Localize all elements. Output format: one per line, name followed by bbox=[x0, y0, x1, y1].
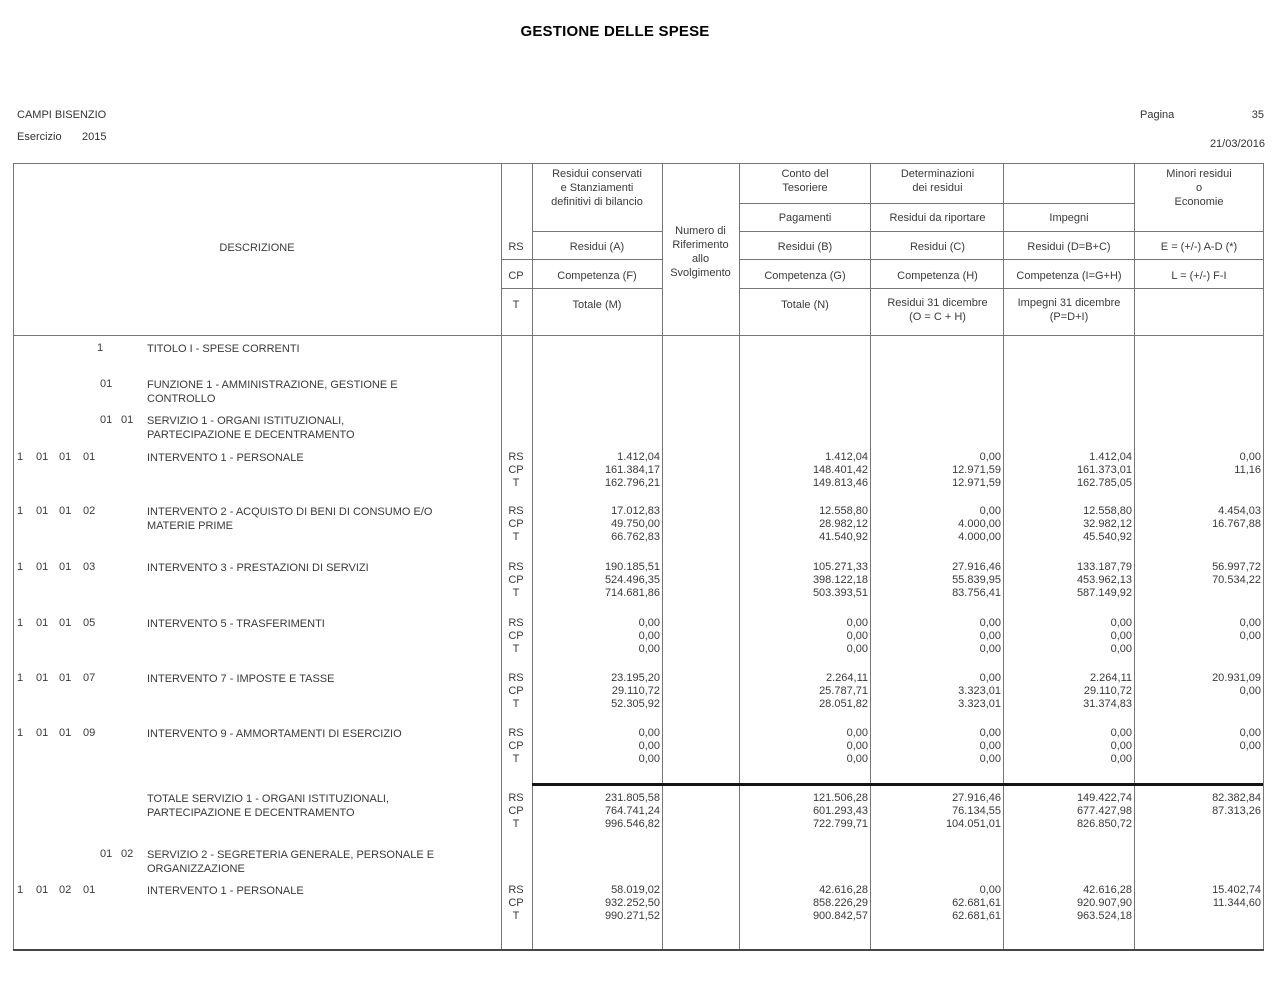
amount-value: 104.051,01 bbox=[945, 818, 1001, 830]
amount-value: 0,00 bbox=[979, 505, 1001, 517]
amount-column-b bbox=[742, 727, 868, 766]
amount-value: 32.982,12 bbox=[1083, 518, 1132, 530]
row-code: 1 bbox=[17, 672, 24, 684]
grid-horizontal-line bbox=[501, 259, 662, 260]
amount-value: 0,00 bbox=[979, 643, 1001, 655]
row-code: 01 bbox=[100, 378, 113, 390]
amount-value: 17.012,83 bbox=[611, 505, 660, 517]
row-code: 1 bbox=[17, 884, 24, 896]
amount-value: 0,00 bbox=[1110, 753, 1132, 765]
amount-value: 190.185,51 bbox=[604, 561, 660, 573]
amount-value: 12.558,80 bbox=[819, 505, 868, 517]
amount-column-e bbox=[1137, 727, 1261, 753]
amount-value: 149.422,74 bbox=[1076, 792, 1132, 804]
grid-horizontal-line bbox=[532, 231, 662, 232]
rs-cp-t-labels bbox=[501, 561, 531, 600]
amount-column-e bbox=[1137, 884, 1261, 910]
column-header-totale-n: Totale (N) bbox=[781, 299, 829, 311]
row-code: 1 bbox=[97, 342, 104, 354]
row-code: 07 bbox=[83, 672, 96, 684]
rs-cp-t-label: RS bbox=[508, 884, 524, 896]
amount-value: 4.000,00 bbox=[958, 531, 1001, 543]
amount-value: 83.756,41 bbox=[952, 587, 1001, 599]
amount-value: 42.616,28 bbox=[819, 884, 868, 896]
row-code: 01 bbox=[100, 848, 113, 860]
rs-cp-t-label: CP bbox=[508, 464, 524, 476]
amount-value: 162.796,21 bbox=[604, 477, 660, 489]
row-code: 01 bbox=[36, 617, 49, 629]
amount-value: 0,00 bbox=[979, 617, 1001, 629]
amount-column-a bbox=[534, 505, 660, 544]
amount-column-c bbox=[874, 792, 1001, 831]
amount-value: 0,00 bbox=[846, 617, 868, 629]
amount-value: 0,00 bbox=[638, 740, 660, 752]
amount-value: 524.496,35 bbox=[604, 574, 660, 586]
amount-column-c bbox=[874, 561, 1001, 600]
column-header-formula-l: L = (+/-) F-I bbox=[1171, 270, 1227, 282]
column-header-residui-a: Residui (A) bbox=[569, 241, 625, 253]
rs-cp-t-label: T bbox=[512, 910, 520, 922]
row-description: INTERVENTO 1 - PERSONALE bbox=[147, 452, 304, 464]
amount-value: 231.805,58 bbox=[604, 792, 660, 804]
amount-value: 25.787,71 bbox=[819, 685, 868, 697]
amount-column-b bbox=[742, 672, 868, 711]
grid-vertical-line bbox=[739, 163, 740, 950]
rs-cp-t-labels bbox=[501, 505, 531, 544]
amount-column-d bbox=[1006, 617, 1132, 656]
column-header-impegni: Impegni bbox=[1049, 212, 1089, 224]
row-description: INTERVENTO 7 - IMPOSTE E TASSE bbox=[147, 673, 335, 685]
esercizio-label: Esercizio bbox=[17, 131, 62, 143]
grid-vertical-line bbox=[662, 163, 663, 950]
amount-value: 0,00 bbox=[638, 617, 660, 629]
amount-value: 587.149,92 bbox=[1076, 587, 1132, 599]
amount-value: 0,00 bbox=[1110, 740, 1132, 752]
amount-column-a bbox=[534, 727, 660, 766]
row-description: INTERVENTO 9 - AMMORTAMENTI DI ESERCIZIO bbox=[147, 728, 402, 740]
amount-value: 27.916,46 bbox=[952, 792, 1001, 804]
grid-vertical-line bbox=[13, 163, 14, 950]
column-header-formula-e: E = (+/-) A-D (*) bbox=[1160, 241, 1238, 253]
grid-vertical-line bbox=[870, 163, 871, 950]
column-header-residui-da-riportare: Residui da riportare bbox=[889, 212, 986, 224]
column-group-determinazioni-residui: Determinazioni dei residui bbox=[900, 168, 975, 194]
amount-column-a bbox=[534, 561, 660, 600]
esercizio-value: 2015 bbox=[82, 131, 107, 143]
amount-column-c bbox=[874, 884, 1001, 923]
amount-value: 0,00 bbox=[979, 884, 1001, 896]
amount-column-b bbox=[742, 505, 868, 544]
column-header-impegni-31-dicembre: Impegni 31 dicembre (P=D+I) bbox=[1017, 297, 1121, 323]
amount-value: 4.454,03 bbox=[1218, 505, 1261, 517]
amount-column-d bbox=[1006, 672, 1132, 711]
amount-value: 70.534,22 bbox=[1212, 574, 1261, 586]
amount-value: 12.971,59 bbox=[952, 477, 1001, 489]
amount-value: 0,00 bbox=[979, 672, 1001, 684]
rs-cp-t-labels bbox=[501, 792, 531, 831]
amount-value: 503.393,51 bbox=[812, 587, 868, 599]
amount-column-a bbox=[534, 884, 660, 923]
amount-column-e bbox=[1137, 451, 1261, 477]
row-code: 01 bbox=[100, 414, 113, 426]
amount-value: 28.051,82 bbox=[819, 698, 868, 710]
rs-cp-t-label: CP bbox=[508, 518, 524, 530]
column-group-residui-conservati: Residui conservati e Stanziamenti definitivi di bilancio bbox=[551, 168, 643, 208]
row-code: 1 bbox=[17, 617, 24, 629]
amount-value: 148.401,42 bbox=[812, 464, 868, 476]
row-code: 1 bbox=[17, 451, 24, 463]
amount-value: 41.540,92 bbox=[819, 531, 868, 543]
rs-cp-t-label: CP bbox=[508, 805, 524, 817]
row-description: PARTECIPAZIONE E DECENTRAMENTO bbox=[147, 429, 355, 441]
row-description: SERVIZIO 1 - ORGANI ISTITUZIONALI, bbox=[147, 415, 345, 427]
amount-value: 56.997,72 bbox=[1212, 561, 1261, 573]
row-code: 01 bbox=[59, 727, 72, 739]
amount-value: 62.681,61 bbox=[952, 910, 1001, 922]
row-description: FUNZIONE 1 - AMMINISTRAZIONE, GESTIONE E bbox=[147, 379, 398, 391]
row-description: INTERVENTO 3 - PRESTAZIONI DI SERVIZI bbox=[147, 562, 369, 574]
row-code: 1 bbox=[17, 561, 24, 573]
column-header-residui-c: Residui (C) bbox=[909, 241, 965, 253]
pagina-value: 35 bbox=[1251, 109, 1264, 121]
amount-value: 27.916,46 bbox=[952, 561, 1001, 573]
amount-column-c bbox=[874, 505, 1001, 544]
amount-column-e bbox=[1137, 672, 1261, 698]
amount-value: 58.019,02 bbox=[611, 884, 660, 896]
amount-value: 601.293,43 bbox=[812, 805, 868, 817]
amount-value: 11.344,60 bbox=[1212, 897, 1261, 909]
rs-cp-t-label: CP bbox=[508, 685, 524, 697]
grid-vertical-line bbox=[1134, 163, 1135, 950]
column-header-numero-riferimento: Numero di Riferimento allo Svolgimento bbox=[670, 225, 731, 279]
row-description: INTERVENTO 5 - TRASFERIMENTI bbox=[147, 618, 325, 630]
amount-value: 0,00 bbox=[979, 630, 1001, 642]
row-code: 01 bbox=[36, 727, 49, 739]
amount-value: 0,00 bbox=[979, 451, 1001, 463]
column-group-conto-del-tesoriere: Conto del Tesoriere bbox=[781, 168, 829, 194]
rs-cp-t-label: T bbox=[512, 643, 520, 655]
amount-value: 1.412,04 bbox=[617, 451, 660, 463]
rs-cp-t-label: RS bbox=[508, 672, 524, 684]
amount-value: 0,00 bbox=[979, 727, 1001, 739]
rs-cp-t-labels bbox=[501, 672, 531, 711]
amount-value: 31.374,83 bbox=[1083, 698, 1132, 710]
amount-column-b bbox=[742, 561, 868, 600]
amount-column-d bbox=[1006, 505, 1132, 544]
row-description: TITOLO I - SPESE CORRENTI bbox=[147, 343, 300, 355]
amount-value: 20.931,09 bbox=[1212, 672, 1261, 684]
rs-cp-t-label: CP bbox=[508, 897, 524, 909]
column-header-residui-31-dicembre: Residui 31 dicembre (O = C + H) bbox=[887, 297, 988, 323]
row-code: 05 bbox=[83, 617, 96, 629]
amount-column-e bbox=[1137, 561, 1261, 587]
row-code: 01 bbox=[36, 451, 49, 463]
amount-column-a bbox=[534, 792, 660, 831]
rs-cp-t-labels bbox=[501, 617, 531, 656]
amount-column-d bbox=[1006, 561, 1132, 600]
row-code: 03 bbox=[83, 561, 96, 573]
amount-value: 16.767,88 bbox=[1212, 518, 1261, 530]
grid-horizontal-line bbox=[739, 288, 1263, 289]
amount-value: 55.839,95 bbox=[952, 574, 1001, 586]
amount-column-a bbox=[534, 672, 660, 711]
amount-value: 932.252,50 bbox=[604, 897, 660, 909]
amount-value: 0,00 bbox=[1110, 643, 1132, 655]
row-description: CONTROLLO bbox=[147, 393, 216, 405]
amount-value: 62.681,61 bbox=[952, 897, 1001, 909]
amount-value: 15.402,74 bbox=[1212, 884, 1261, 896]
row-code: 02 bbox=[83, 505, 96, 517]
amount-value: 29.110,72 bbox=[611, 685, 660, 697]
amount-value: 28.982,12 bbox=[819, 518, 868, 530]
amount-value: 0,00 bbox=[1110, 727, 1132, 739]
rs-cp-t-label: T bbox=[512, 753, 520, 765]
row-code: 1 bbox=[17, 727, 24, 739]
column-header-residui-b: Residui (B) bbox=[777, 241, 833, 253]
totals-rule bbox=[532, 783, 1263, 786]
amount-value: 453.962,13 bbox=[1076, 574, 1132, 586]
amount-value: 677.427,98 bbox=[1076, 805, 1132, 817]
amount-value: 105.271,33 bbox=[812, 561, 868, 573]
amount-value: 0,00 bbox=[1239, 617, 1261, 629]
amount-value: 1.412,04 bbox=[1089, 451, 1132, 463]
row-code: 01 bbox=[83, 451, 96, 463]
amount-column-b bbox=[742, 617, 868, 656]
rs-cp-t-label: CP bbox=[508, 630, 524, 642]
amount-value: 0,00 bbox=[1239, 727, 1261, 739]
row-code: 01 bbox=[36, 672, 49, 684]
column-header-pagamenti: Pagamenti bbox=[778, 212, 832, 224]
rs-cp-t-label: RS bbox=[508, 617, 524, 629]
amount-value: 0,00 bbox=[979, 753, 1001, 765]
amount-column-d bbox=[1006, 884, 1132, 923]
amount-value: 722.799,71 bbox=[812, 818, 868, 830]
amount-column-c bbox=[874, 617, 1001, 656]
rs-cp-t-label: T bbox=[512, 477, 520, 489]
amount-value: 52.305,92 bbox=[611, 698, 660, 710]
row-code: 01 bbox=[59, 505, 72, 517]
row-description: TOTALE SERVIZIO 1 - ORGANI ISTITUZIONALI, bbox=[147, 793, 390, 805]
amount-value: 0,00 bbox=[1239, 451, 1261, 463]
grid-horizontal-line bbox=[501, 288, 662, 289]
row-description: SERVIZIO 2 - SEGRETERIA GENERALE, PERSONALE E bbox=[147, 849, 435, 861]
amount-value: 398.122,18 bbox=[812, 574, 868, 586]
rs-cp-t-label: RS bbox=[508, 561, 524, 573]
amount-value: 42.616,28 bbox=[1083, 884, 1132, 896]
amount-value: 161.373,01 bbox=[1076, 464, 1132, 476]
amount-value: 1.412,04 bbox=[825, 451, 868, 463]
column-header-totale-m: Totale (M) bbox=[572, 299, 622, 311]
column-header-residui-d: Residui (D=B+C) bbox=[1027, 241, 1111, 253]
amount-value: 0,00 bbox=[846, 727, 868, 739]
amount-value: 3.323,01 bbox=[958, 698, 1001, 710]
column-group-minori-residui: Minori residui o Economie bbox=[1166, 168, 1232, 208]
row-code: 1 bbox=[17, 505, 24, 517]
amount-value: 161.384,17 bbox=[604, 464, 660, 476]
grid-vertical-line bbox=[1003, 163, 1004, 950]
amount-column-e bbox=[1137, 617, 1261, 643]
rs-cp-t-labels bbox=[501, 884, 531, 923]
pagina-label: Pagina bbox=[1140, 109, 1175, 121]
amount-value: 0,00 bbox=[846, 643, 868, 655]
amount-value: 23.195,20 bbox=[611, 672, 660, 684]
page-title: GESTIONE DELLE SPESE bbox=[520, 23, 710, 40]
rs-cp-t-label: T bbox=[512, 531, 520, 543]
column-header-cp: CP bbox=[508, 270, 524, 282]
amount-value: 963.524,18 bbox=[1076, 910, 1132, 922]
row-code: 01 bbox=[59, 672, 72, 684]
amount-value: 900.842,57 bbox=[812, 910, 868, 922]
amount-value: 0,00 bbox=[1110, 617, 1132, 629]
amount-column-e bbox=[1137, 792, 1261, 818]
amount-value: 990.271,52 bbox=[604, 910, 660, 922]
row-description: INTERVENTO 2 - ACQUISTO DI BENI DI CONSUMO E/O bbox=[147, 506, 433, 518]
column-header-descrizione: DESCRIZIONE bbox=[219, 242, 295, 254]
rs-cp-t-label: RS bbox=[508, 505, 524, 517]
column-header-rs: RS bbox=[508, 241, 524, 253]
amount-value: 0,00 bbox=[1239, 685, 1261, 697]
amount-column-b bbox=[742, 451, 868, 490]
amount-value: 4.000,00 bbox=[958, 518, 1001, 530]
amount-value: 0,00 bbox=[638, 727, 660, 739]
rs-cp-t-label: RS bbox=[508, 727, 524, 739]
amount-value: 82.382,84 bbox=[1212, 792, 1261, 804]
row-code: 02 bbox=[59, 884, 72, 896]
amount-value: 66.762,83 bbox=[611, 531, 660, 543]
amount-value: 0,00 bbox=[1239, 630, 1261, 642]
rs-cp-t-label: CP bbox=[508, 574, 524, 586]
amount-column-d bbox=[1006, 727, 1132, 766]
row-description: INTERVENTO 1 - PERSONALE bbox=[147, 885, 304, 897]
entity-name: CAMPI BISENZIO bbox=[17, 109, 107, 121]
grid-horizontal-line bbox=[13, 335, 1264, 336]
amount-value: 45.540,92 bbox=[1083, 531, 1132, 543]
row-code: 01 bbox=[59, 617, 72, 629]
rs-cp-t-label: T bbox=[512, 698, 520, 710]
rs-cp-t-label: CP bbox=[508, 740, 524, 752]
amount-column-e bbox=[1137, 505, 1261, 531]
amount-value: 12.971,59 bbox=[952, 464, 1001, 476]
grid-horizontal-line bbox=[739, 231, 1263, 232]
amount-column-d bbox=[1006, 792, 1132, 831]
amount-column-c bbox=[874, 727, 1001, 766]
row-description: PARTECIPAZIONE E DECENTRAMENTO bbox=[147, 807, 355, 819]
grid-horizontal-line bbox=[739, 259, 1263, 260]
amount-value: 162.785,05 bbox=[1076, 477, 1132, 489]
column-header-competenza-g: Competenza (G) bbox=[764, 270, 846, 282]
amount-value: 0,00 bbox=[846, 740, 868, 752]
amount-value: 11,16 bbox=[1234, 464, 1261, 476]
amount-column-b bbox=[742, 792, 868, 831]
amount-value: 2.264,11 bbox=[825, 672, 868, 684]
amount-value: 0,00 bbox=[846, 630, 868, 642]
amount-value: 996.546,82 bbox=[604, 818, 660, 830]
column-header-t: T bbox=[512, 299, 520, 311]
rs-cp-t-labels bbox=[501, 727, 531, 766]
amount-value: 121.506,28 bbox=[812, 792, 868, 804]
amount-column-a bbox=[534, 617, 660, 656]
row-code: 01 bbox=[36, 884, 49, 896]
amount-value: 0,00 bbox=[638, 753, 660, 765]
grid-vertical-line bbox=[1263, 163, 1264, 950]
amount-value: 29.110,72 bbox=[1083, 685, 1132, 697]
amount-value: 0,00 bbox=[638, 643, 660, 655]
print-date: 21/03/2016 bbox=[1209, 138, 1265, 150]
amount-value: 920.907,90 bbox=[1076, 897, 1132, 909]
column-header-competenza-h: Competenza (H) bbox=[897, 270, 978, 282]
amount-value: 0,00 bbox=[638, 630, 660, 642]
amount-value: 858.226,29 bbox=[812, 897, 868, 909]
grid-horizontal-line bbox=[13, 163, 1264, 164]
row-code: 01 bbox=[36, 561, 49, 573]
amount-value: 3.323,01 bbox=[958, 685, 1001, 697]
row-description: ORGANIZZAZIONE bbox=[147, 863, 245, 875]
amount-value: 12.558,80 bbox=[1083, 505, 1132, 517]
amount-value: 0,00 bbox=[979, 740, 1001, 752]
amount-column-c bbox=[874, 451, 1001, 490]
amount-value: 87.313,26 bbox=[1212, 805, 1261, 817]
amount-value: 826.850,72 bbox=[1076, 818, 1132, 830]
amount-value: 0,00 bbox=[1110, 630, 1132, 642]
row-code: 01 bbox=[36, 505, 49, 517]
amount-value: 49.750,00 bbox=[611, 518, 660, 530]
row-code: 01 bbox=[121, 414, 134, 426]
grid-horizontal-line bbox=[13, 949, 1264, 951]
rs-cp-t-label: T bbox=[512, 587, 520, 599]
grid-vertical-line bbox=[501, 163, 502, 950]
rs-cp-t-label: T bbox=[512, 818, 520, 830]
amount-column-b bbox=[742, 884, 868, 923]
column-header-competenza-f: Competenza (F) bbox=[557, 270, 637, 282]
amount-value: 714.681,86 bbox=[604, 587, 660, 599]
column-header-competenza-i: Competenza (I=G+H) bbox=[1016, 270, 1122, 282]
row-code: 01 bbox=[59, 451, 72, 463]
amount-value: 2.264,11 bbox=[1089, 672, 1132, 684]
grid-horizontal-line bbox=[739, 203, 1134, 204]
rs-cp-t-labels bbox=[501, 451, 531, 490]
row-code: 01 bbox=[83, 884, 96, 896]
amount-value: 133.187,79 bbox=[1076, 561, 1132, 573]
rs-cp-t-label: RS bbox=[508, 451, 524, 463]
row-code: 01 bbox=[59, 561, 72, 573]
amount-value: 764.741,24 bbox=[604, 805, 660, 817]
amount-column-c bbox=[874, 672, 1001, 711]
row-code: 02 bbox=[121, 848, 134, 860]
amount-value: 149.813,46 bbox=[812, 477, 868, 489]
grid-vertical-line bbox=[532, 163, 533, 950]
amount-value: 0,00 bbox=[1239, 740, 1261, 752]
rs-cp-t-label: RS bbox=[508, 792, 524, 804]
amount-column-a bbox=[534, 451, 660, 490]
amount-column-d bbox=[1006, 451, 1132, 490]
row-code: 09 bbox=[83, 727, 96, 739]
row-description: MATERIE PRIME bbox=[147, 520, 233, 532]
amount-value: 0,00 bbox=[846, 753, 868, 765]
amount-value: 76.134,55 bbox=[952, 805, 1001, 817]
